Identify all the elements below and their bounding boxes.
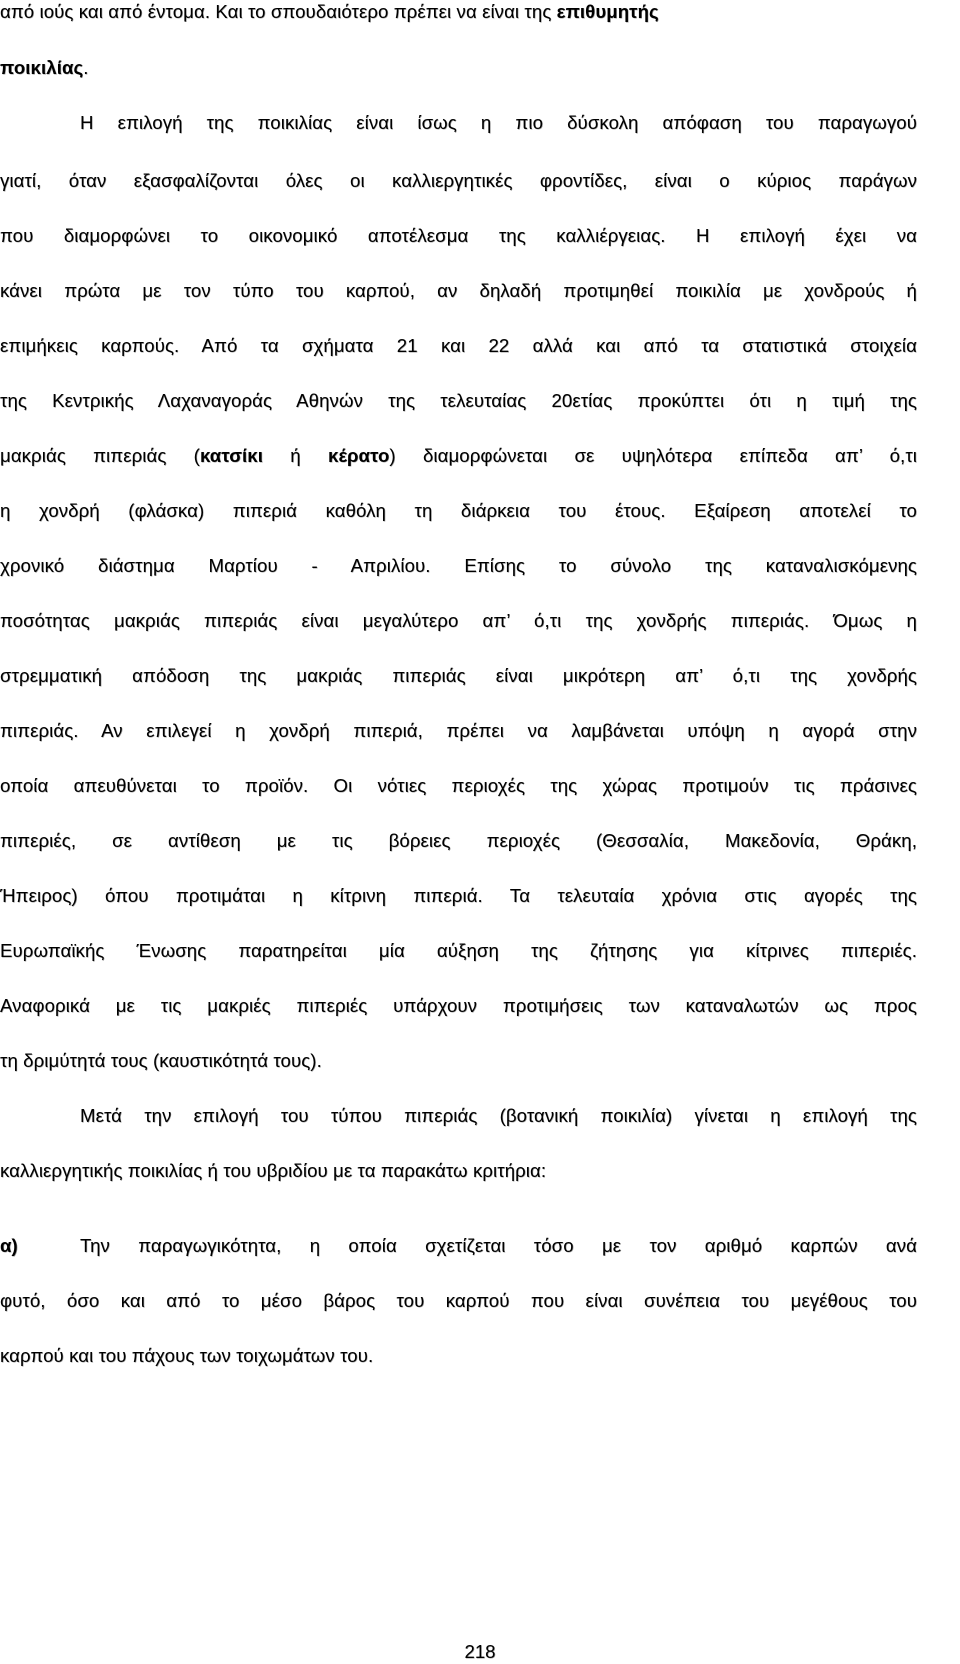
text-line-14: πιπεριάς. Αν επιλεγεί η χονδρή πιπεριά, πρέπει να λαμβάνεται υπόψη η αγορά στην bbox=[0, 720, 917, 741]
paragraph-3-line-1: Μετά την επιλογή του τύπου πιπεριάς (βοτανική ποικιλία) γίνεται η επιλογή της bbox=[80, 1105, 917, 1126]
text-line-2: ποικιλίας. bbox=[0, 57, 89, 78]
text-line-10: η χονδρή (φλάσκα) πιπεριά καθόλη τη διάρκεια του έτους. Εξαίρεση αποτελεί το bbox=[0, 500, 917, 521]
text-line-9: μακριάς πιπεριάς (κατσίκι ή κέρατο) διαμορφώνεται σε υψηλότερα επίπεδα απ’ ό,τι bbox=[0, 445, 917, 466]
list-item-label: α) bbox=[0, 1235, 18, 1256]
text-line-13: στρεμματική απόδοση της μακριάς πιπεριάς είναι μικρότερη απ’ ό,τι της χονδρής bbox=[0, 665, 917, 686]
text-line-7: επιμήκεις καρπούς. Από τα σχήματα 21 και 22 αλλά και από τα στατιστικά στοιχεία bbox=[0, 335, 917, 356]
text-line-11: χρονικό διάστημα Μαρτίου - Απριλίου. Επίσης το σύνολο της καταναλισκόμενης bbox=[0, 555, 917, 576]
text-line-18: Ευρωπαϊκής Ένωσης παρατηρείται μία αύξηση της ζήτησης για κίτρινες πιπεριές. bbox=[0, 940, 917, 961]
text-line-19: Αναφορικά με τις μακριές πιπεριές υπάρχουν προτιμήσεις των καταναλωτών ως προς bbox=[0, 995, 917, 1016]
text-line-16: πιπεριές, σε αντίθεση με τις βόρειες περιοχές (Θεσσαλία, Μακεδονία, Θράκη, bbox=[0, 830, 917, 851]
text-line-1: από ιούς και από έντομα. Και το σπουδαιότερο πρέπει να είναι της επιθυμητής bbox=[0, 1, 659, 22]
paragraph-2-line-1: Η επιλογή της ποικιλίας είναι ίσως η πιο δύσκολη απόφαση του παραγωγού bbox=[80, 112, 917, 133]
text-line-15: οποία απευθύνεται το προϊόν. Οι νότιες περιοχές της χώρας προτιμούν τις πράσινες bbox=[0, 775, 917, 796]
text-line-12: ποσότητας μακριάς πιπεριάς είναι μεγαλύτερο απ’ ό,τι της χονδρής πιπεριάς. Όμως η bbox=[0, 610, 917, 631]
text-line-22: καλλιεργητικής ποικιλίας ή του υβριδίου με τα παρακάτω κριτήρια: bbox=[0, 1160, 547, 1181]
text-line-20: τη δριμύτητά τους (καυστικότητά τους). bbox=[0, 1050, 322, 1071]
list-item-text: Την παραγωγικότητα, η οποία σχετίζεται τόσο με τον αριθμό καρπών ανά bbox=[80, 1235, 917, 1256]
text-line-5: που διαμορφώνει το οικονομικό αποτέλεσμα της καλλιέργειας. Η επιλογή έχει να bbox=[0, 225, 917, 246]
text-line-8: της Κεντρικής Λαχαναγοράς Αθηνών της τελευταίας 20ετίας προκύπτει ότι η τιμή της bbox=[0, 390, 917, 411]
page-number: 218 bbox=[464, 1641, 496, 1662]
text-line-25: καρπού και του πάχους των τοιχωμάτων του. bbox=[0, 1345, 374, 1366]
text-line-24: φυτό, όσο και από το μέσο βάρος του καρπού που είναι συνέπεια του μεγέθους του bbox=[0, 1290, 917, 1311]
text-line-4: γιατί, όταν εξασφαλίζονται όλες οι καλλιεργητικές φροντίδες, είναι ο κύριος παράγων bbox=[0, 170, 917, 191]
text-line-6: κάνει πρώτα με τον τύπο του καρπού, αν δηλαδή προτιμηθεί ποικιλία με χονδρούς ή bbox=[0, 280, 917, 301]
text-line-17: Ήπειρος) όπου προτιμάται η κίτρινη πιπεριά. Τα τελευταία χρόνια στις αγορές της bbox=[0, 885, 917, 906]
